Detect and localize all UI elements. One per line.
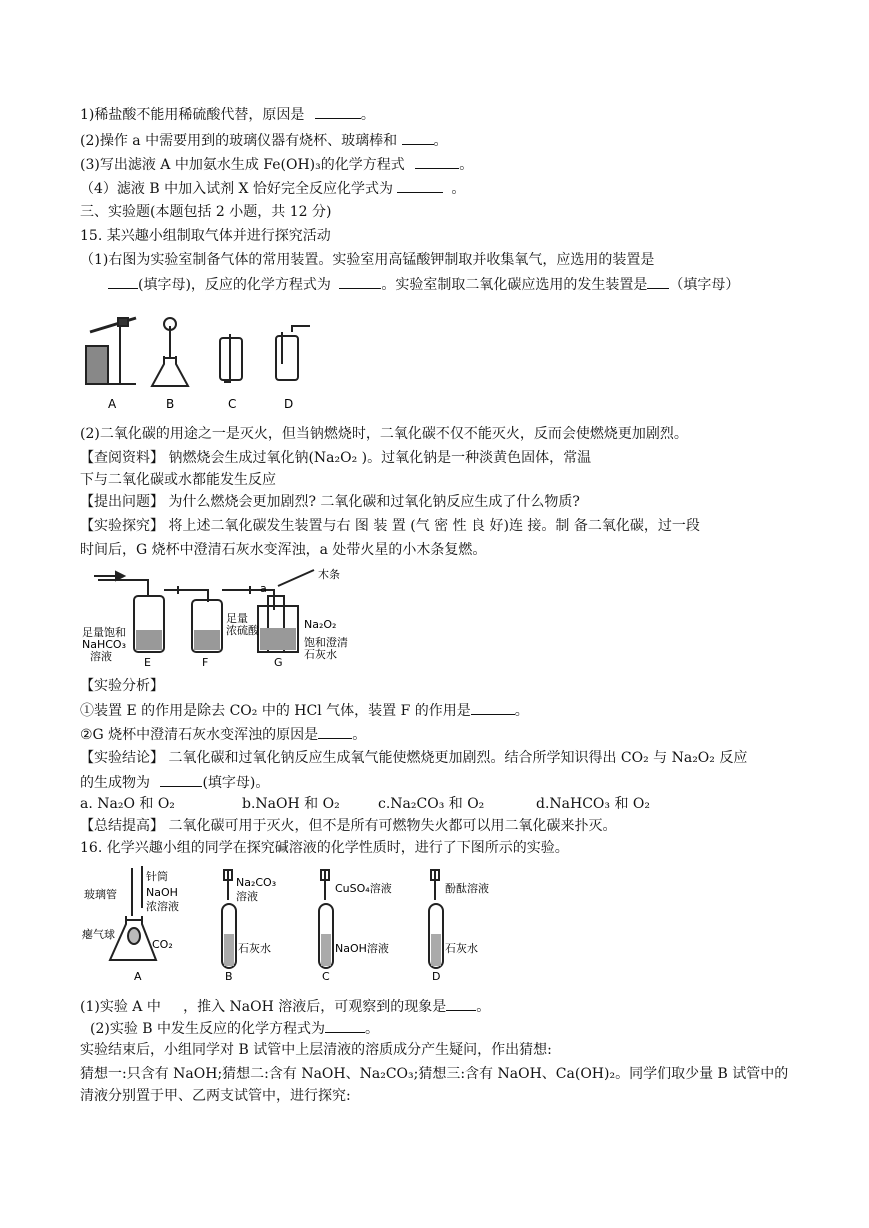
q14-part4-text: （4）滤液 B 中加入试剂 X 恰好完全反应化学式为 <box>80 181 393 197</box>
conclusion: 【实验结论】 二氧化碳和过氧化钠反应生成氧气能使燃烧更加剧烈。结合所学知识得出 CO₂ 与 Na₂O₂ 反应 <box>80 750 748 766</box>
fig3-label-b: B <box>225 970 233 983</box>
period: 。 <box>476 999 491 1015</box>
q16-part2-text: (2)实验 B 中发生反应的化学方程式为 <box>90 1021 326 1037</box>
analysis-heading: 【实验分析】 <box>80 678 164 694</box>
q14-part2-text: (2)操作 a 中需要用到的玻璃仪器有烧杯、玻璃棒和 <box>80 133 398 149</box>
fig2-g-lime-1: 饱和澄清 <box>304 636 348 649</box>
fig2-f-text-1: 足量 <box>226 612 248 625</box>
fig1-label-b: B <box>166 397 175 411</box>
conclusion-cont-text: 的生成物为 <box>80 775 150 791</box>
answer-blank[interactable] <box>471 700 515 715</box>
fig3-b-bottom: 石灰水 <box>238 942 271 955</box>
analysis-item-1 <box>80 700 529 721</box>
period: 。 <box>352 727 367 743</box>
q15-part1-text2: 。实验室制取二氧化碳应选用的发生装置是 <box>381 277 648 293</box>
answer-blank[interactable] <box>446 996 476 1011</box>
answer-blank[interactable] <box>415 154 459 169</box>
apparatus-figure-2 <box>78 566 378 670</box>
fig2-e-text-3: 溶液 <box>90 650 112 663</box>
reference-info: 【查阅资料】 钠燃烧会生成过氧化钠(Na₂O₂ )。过氧化钠是一种淡黄色固体，常温 <box>80 450 592 466</box>
answer-blank[interactable] <box>325 1018 365 1033</box>
option-c: c.Na₂CO₃ 和 O₂ <box>378 796 485 812</box>
period: 。 <box>459 157 474 173</box>
analysis-item-2 <box>80 724 366 745</box>
q16-title: 16. 化学兴趣小组的同学在探究碱溶液的化学性质时，进行了下图所示的实验。 <box>80 840 569 856</box>
q15-part1-line1: （1)右图为实验室制备气体的常用装置。实验室用高锰酸钾制取并收集氧气，应选用的装置是 <box>80 252 655 268</box>
apparatus-figure-3 <box>80 864 500 984</box>
fig2-e-text-2: NaHCO₃ <box>82 638 126 651</box>
fig2-label-e: E <box>144 656 151 669</box>
fig3-label-a: A <box>134 970 142 983</box>
raise-question: 【提出问题】 为什么燃烧会更加剧烈? 二氧化碳和过氧化钠反应生成了什么物质? <box>80 494 580 510</box>
fig3-label-d: D <box>432 970 441 983</box>
period: 。 <box>514 703 529 719</box>
answer-blank[interactable] <box>108 274 138 289</box>
analysis-item-2-text: ②G 烧杯中澄清石灰水变浑浊的原因是 <box>80 727 319 743</box>
q16-part5: 清液分别置于甲、乙两支试管中，进行探究: <box>80 1088 351 1104</box>
fig2-g-a: a <box>260 582 267 595</box>
conclusion-end: (填字母)。 <box>202 775 270 791</box>
fig1-label-d: D <box>284 397 294 411</box>
fig3-b-top-1: Na₂CO₃ <box>236 876 277 889</box>
fig3-a-tube: 玻璃管 <box>84 888 117 901</box>
answer-blank[interactable] <box>402 130 434 145</box>
fig2-g-stick: 木条 <box>318 568 340 581</box>
answer-blank[interactable] <box>339 274 381 289</box>
answer-blank[interactable] <box>647 274 669 289</box>
section-heading: 三、实验题(本题包括 2 小题，共 12 分) <box>80 204 332 220</box>
conclusion-cont <box>80 772 269 793</box>
fig3-d-bottom: 石灰水 <box>445 942 478 955</box>
q16-part1 <box>80 996 490 1017</box>
answer-blank[interactable] <box>160 772 202 787</box>
experiment-explore: 【实验探究】 将上述二氧化碳发生装置与右 图 装 置 (气 密 性 良 好)连 接。制 备二氧化碳，过一段 <box>80 518 700 534</box>
q16-part2 <box>90 1018 379 1039</box>
answer-blank[interactable] <box>397 178 443 193</box>
q14-part2 <box>80 130 448 151</box>
fig3-c-bottom: NaOH溶液 <box>335 942 389 955</box>
q15-part1-line2 <box>108 274 739 295</box>
q14-part3 <box>80 154 473 175</box>
apparatus-figure-1 <box>78 306 328 416</box>
q14-part1 <box>80 104 375 125</box>
q16-part1-text: (1)实验 A 中 ，推入 NaOH 溶液后，可观察到的现象是 <box>80 999 447 1015</box>
fig3-b-top-2: 溶液 <box>236 890 258 903</box>
q15-part2: (2)二氧化碳的用途之一是灭火，但当钠燃烧时，二氧化碳不仅不能灭火，反而会使燃烧更加剧烈。 <box>80 426 688 442</box>
fig3-a-naoh-2: 浓溶液 <box>146 900 179 913</box>
option-b: b.NaOH 和 O₂ <box>242 796 340 812</box>
period: 。 <box>433 133 448 149</box>
q16-part3: 实验结束后，小组同学对 B 试管中上层清液的溶质成分产生疑问，作出猜想: <box>80 1042 552 1058</box>
period: 。 <box>451 181 466 197</box>
q14-part1-text: 1)稀盐酸不能用稀硫酸代替，原因是 <box>80 107 305 123</box>
reference-info-cont: 下与二氧化碳或水都能发生反应 <box>80 472 276 488</box>
option-d: d.NaHCO₃ 和 O₂ <box>536 796 651 812</box>
fig2-e-text-1: 足量饱和 <box>82 626 126 639</box>
fig3-label-c: C <box>322 970 330 983</box>
answer-blank[interactable] <box>318 724 352 739</box>
fig3-c-top: CuSO₄溶液 <box>335 882 392 895</box>
fig3-a-balloon: 瘪气球 <box>82 928 115 941</box>
fig1-label-a: A <box>108 397 117 411</box>
q16-part4: 猜想一:只含有 NaOH;猜想二:含有 NaOH、Na₂CO₃;猜想三:含有 NaOH、Ca(OH)₂。同学们取少量 B 试管中的 <box>80 1066 789 1082</box>
option-a: a. Na₂O 和 O₂ <box>80 796 175 812</box>
q15-title: 15. 某兴趣小组制取气体并进行探究活动 <box>80 228 331 244</box>
fig2-label-f: F <box>202 656 209 669</box>
fig3-a-syringe: 针筒 <box>146 870 168 883</box>
q14-part4 <box>80 178 465 199</box>
fig2-g-lime-2: 石灰水 <box>304 648 337 661</box>
fig3-a-naoh-1: NaOH <box>146 886 178 899</box>
period: 。 <box>360 107 375 123</box>
q15-part1-end: （填字母） <box>669 277 740 293</box>
period: 。 <box>365 1021 380 1037</box>
fig3-a-co2: CO₂ <box>152 938 173 951</box>
summary: 【总结提高】 二氧化碳可用于灭火，但不是所有可燃物失火都可以用二氧化碳来扑灭。 <box>80 818 617 834</box>
fig2-g-na2o2: Na₂O₂ <box>304 618 337 631</box>
fig1-label-c: C <box>228 397 237 411</box>
fig3-d-top: 酚酞溶液 <box>445 882 489 895</box>
q15-part1-text: (填字母)，反应的化学方程式为 <box>138 277 331 293</box>
fig2-label-g: G <box>274 656 283 669</box>
q14-part3-text: (3)写出滤液 A 中加氨水生成 Fe(OH)₃的化学方程式 <box>80 157 405 173</box>
experiment-explore-cont: 时间后，G 烧杯中澄清石灰水变浑浊，a 处带火星的小木条复燃。 <box>80 542 487 558</box>
analysis-item-1-text: ①装置 E 的作用是除去 CO₂ 中的 HCl 气体，装置 F 的作用是 <box>80 703 471 719</box>
fig2-f-text-2: 浓硫酸 <box>226 624 259 637</box>
answer-blank[interactable] <box>315 104 361 119</box>
